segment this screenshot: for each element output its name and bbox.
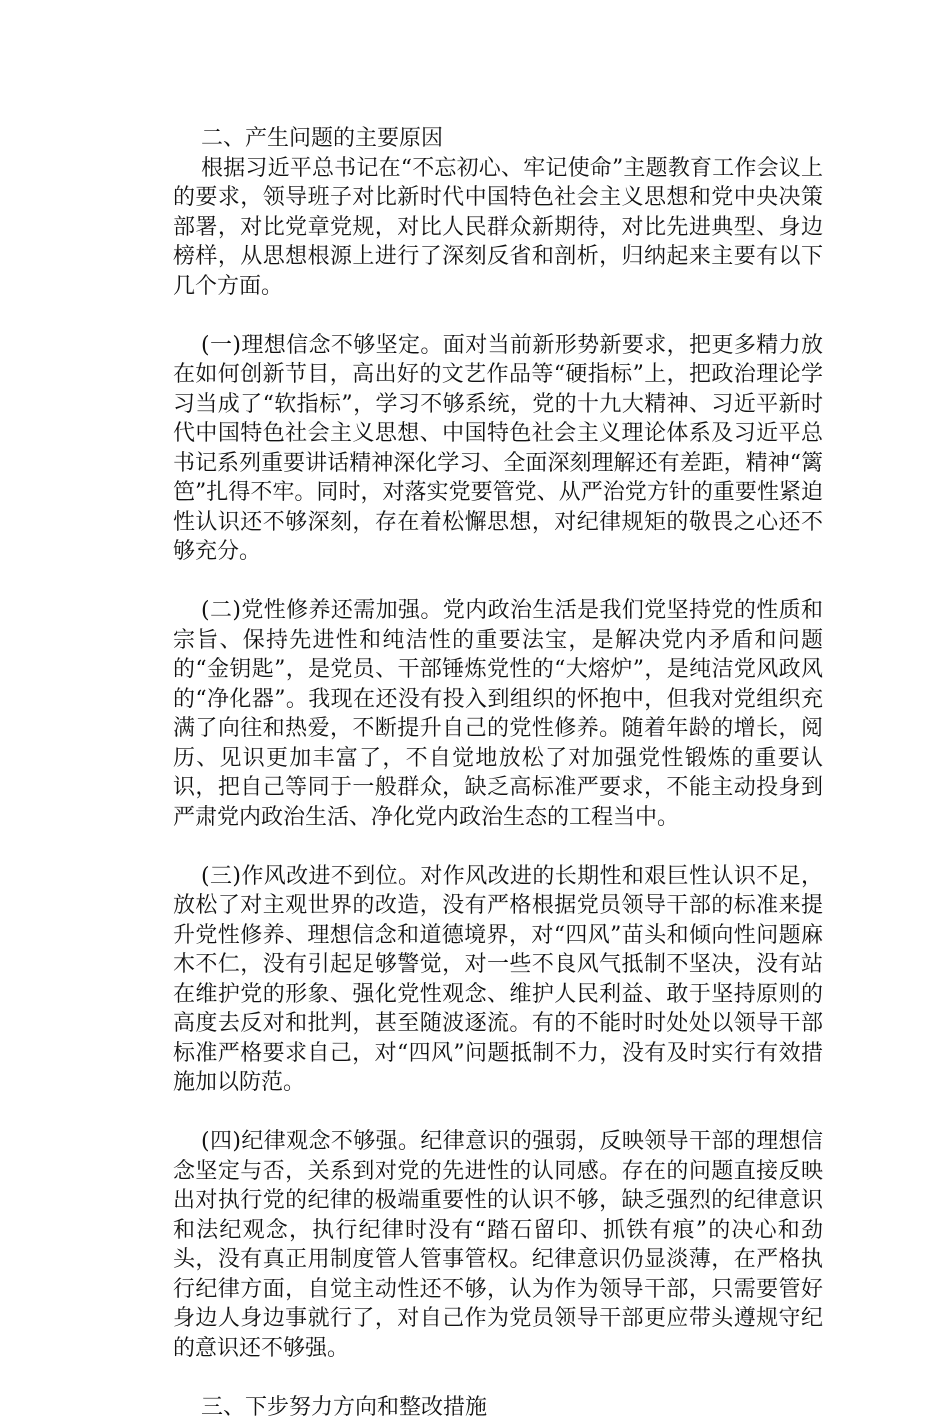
intro-paragraph: 根据习近平总书记在“不忘初心、牢记使命”主题教育工作会议上的要求，领导班子对比新时代中国特色社会主义思想和党中央决策部署，对比党章党规，对比人民群众新期待，对比先进典型、身边榜样，从思想根源上进行了深刻反省和剖析，归纳起来主要有以下几个方面。 [173, 154, 823, 302]
paragraph-gap [173, 1098, 823, 1128]
point-3-paragraph: (三)作风改进不到位。对作风改进的长期性和艰巨性认识不足，放松了对主观世界的改造，没有严格根据党员领导干部的标准来提升党性修养、理想信念和道德境界，对“四风”苗头和倾向性问题麻木不仁，没有引起足够警觉，对一些不良风气抵制不坚决，没有站在维护党的形象、强化党性观念、维护人民利益、敢于坚持原则的高度去反对和批判，甚至随波逐流。有的不能时时处处以领导干部标准严格要求自己，对“四风”问题抵制不力，没有及时实行有效措施加以防范。 [173, 862, 823, 1098]
point-2-paragraph: (二)党性修养还需加强。党内政治生活是我们党坚持党的性质和宗旨、保持先进性和纯洁性的重要法宝，是解决党内矛盾和问题的“金钥匙”，是党员、干部锤炼党性的“大熔炉”，是纯洁党风政风的“净化器”。我现在还没有投入到组织的怀抱中，但我对党组织充满了向往和热爱，不断提升自己的党性修养。随着年龄的增长，阅历、见识更加丰富了，不自觉地放松了对加强党性锻炼的重要认识，把自己等同于一般群众，缺乏高标准严要求，不能主动投身到严肃党内政治生活、净化党内政治生态的工程当中。 [173, 596, 823, 832]
section-2-heading: 二、产生问题的主要原因 [173, 124, 823, 154]
section-3-heading: 三、下步努力方向和整改措施 [173, 1393, 823, 1422]
point-4-paragraph: (四)纪律观念不够强。纪律意识的强弱，反映领导干部的理想信念坚定与否，关系到对党的先进性的认同感。存在的问题直接反映出对执行党的纪律的极端重要性的认识不够，缺乏强烈的纪律意识和法纪观念，执行纪律时没有“踏石留印、抓铁有痕”的决心和劲头，没有真正用制度管人管事管权。纪律意识仍显淡薄，在严格执行纪律方面，自觉主动性还不够，认为作为领导干部，只需要管好身边人身边事就行了，对自己作为党员领导干部更应带头遵规守纪的意识还不够强。 [173, 1127, 823, 1363]
paragraph-gap [173, 832, 823, 862]
paragraph-gap [173, 567, 823, 597]
paragraph-gap [173, 301, 823, 331]
paragraph-gap [173, 1363, 823, 1393]
document-body [173, 124, 823, 1422]
point-1-paragraph: (一)理想信念不够坚定。面对当前新形势新要求，把更多精力放在如何创新节目，高出好的文艺作品等“硬指标”上，把政治理论学习当成了“软指标”，学习不够系统，党的十九大精神、习近平新时代中国特色社会主义思想、中国特色社会主义理论体系及习近平总书记系列重要讲话精神深化学习、全面深刻理解还有差距，精神“篱笆”扎得不牢。同时，对落实党要管党、从严治党方针的重要性紧迫性认识还不够深刻，存在着松懈思想，对纪律规矩的敬畏之心还不够充分。 [173, 331, 823, 567]
